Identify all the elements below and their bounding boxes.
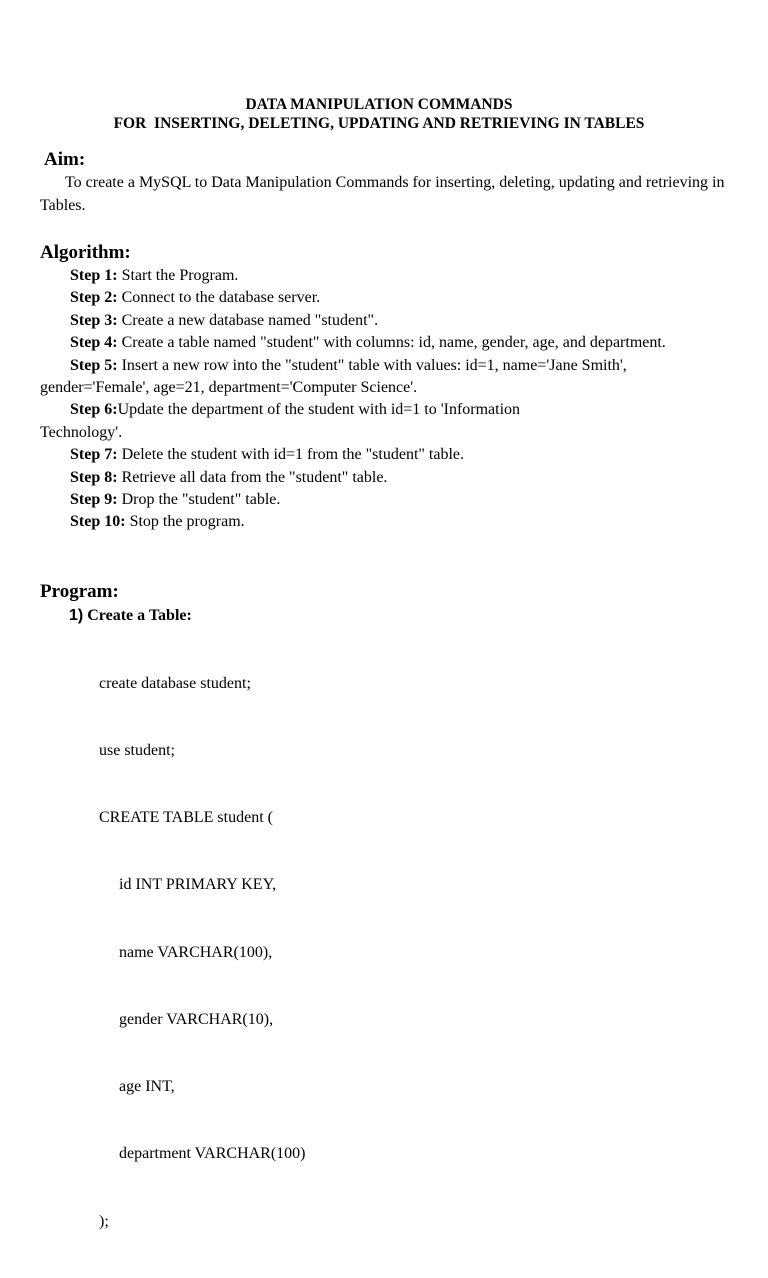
step-label: Step 8: (70, 468, 118, 486)
code-line: create database student; (99, 674, 251, 692)
step-6-continuation: Technology'. (40, 423, 123, 441)
step-label: Step 10: (70, 513, 126, 531)
step-text: Drop the "student" table. (117, 491, 281, 509)
step-label: Step 4: (70, 334, 118, 352)
step-text: Retrieve all data from the "student" table. (117, 468, 388, 486)
title-line-2: FOR INSERTING, DELETING, UPDATING AND RETRIEVING IN TABLES (113, 115, 645, 132)
step-text: Update the department of the student with id=1 to 'Information (117, 401, 521, 419)
step-3 (40, 310, 730, 332)
step-text: Create a table named "student" with columns: id, name, gender, age, and department. (117, 334, 666, 352)
step-7 (40, 444, 730, 466)
step-text: Stop the program. (125, 513, 245, 531)
code-line: CREATE TABLE student ( (99, 809, 273, 827)
step-label: Step 3: (70, 311, 118, 329)
algorithm-steps (40, 265, 730, 534)
step-10 (40, 511, 730, 533)
code-line: id INT PRIMARY KEY, (119, 876, 277, 894)
step-4 (40, 332, 730, 354)
step-text: Connect to the database server. (117, 289, 321, 307)
subheading-text: Create a Table: (83, 607, 192, 624)
code-line: gender VARCHAR(10), (119, 1010, 274, 1028)
step-1 (40, 265, 730, 287)
program-subheading (69, 605, 192, 627)
program-heading: Program: (40, 581, 119, 602)
code-line: department VARCHAR(100) (119, 1145, 306, 1163)
step-2 (40, 287, 730, 309)
step-label: Step 7: (70, 446, 118, 464)
step-text: Delete the student with id=1 from the "student" table. (117, 446, 465, 464)
code-line: use student; (99, 742, 175, 760)
code-line: age INT, (119, 1078, 175, 1096)
step-9 (40, 489, 730, 511)
step-label: Step 6: (70, 401, 118, 419)
step-label: Step 1: (70, 267, 118, 284)
subheading-number: 1) (69, 607, 84, 624)
step-5 (40, 355, 730, 400)
algorithm-heading: Algorithm: (40, 242, 131, 263)
step-label: Step 9: (70, 491, 118, 509)
step-label: Step 5: (70, 356, 118, 374)
step-text: Insert a new row into the "student" table with values: id=1, name='Jane Smith', gender='Female', age=21, department='Computer Science'. (40, 356, 627, 397)
step-text: Create a new database named "student". (117, 311, 379, 329)
step-6 (40, 399, 730, 444)
code-block (99, 628, 306, 1278)
aim-heading: Aim: (44, 149, 86, 170)
code-line: name VARCHAR(100), (119, 943, 273, 961)
step-text: Start the Program. (117, 267, 239, 284)
title-line-1: DATA MANIPULATION COMMANDS (245, 96, 513, 113)
step-8 (40, 467, 730, 489)
step-label: Step 2: (70, 289, 118, 307)
code-line: ); (99, 1212, 109, 1230)
aim-text: To create a MySQL to Data Manipulation Commands for inserting, deleting, updating and retrieving in Tables. (40, 174, 725, 214)
